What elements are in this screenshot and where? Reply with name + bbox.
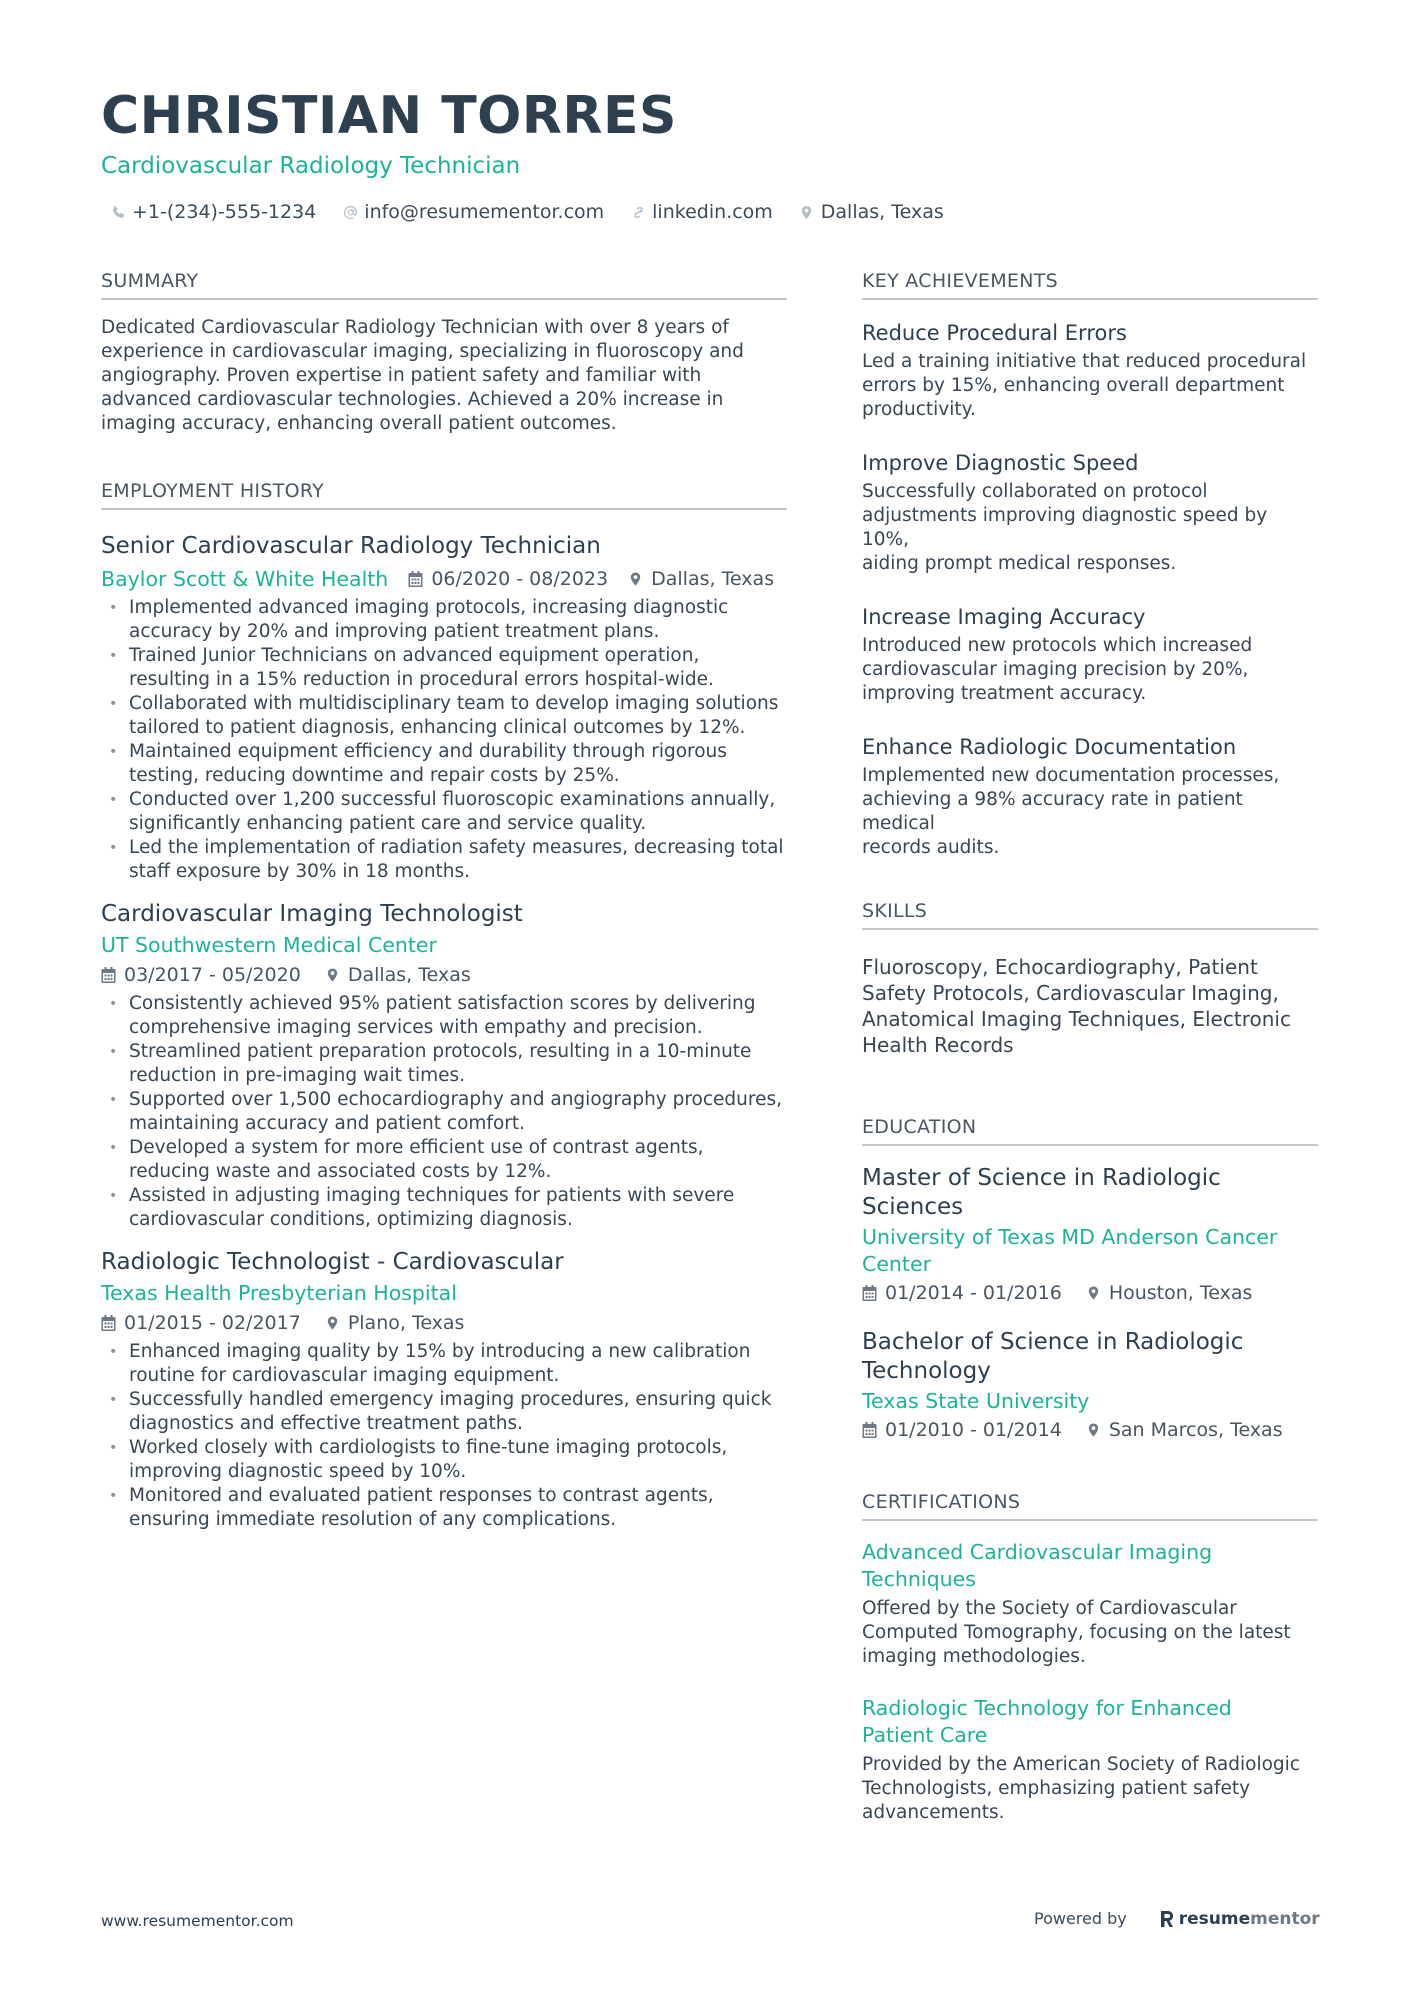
job-dates-text: 03/2017 - 05/2020 [124, 964, 301, 986]
skills-section [862, 898, 1318, 1058]
job-location-text: Plano, Texas [347, 1312, 465, 1334]
contact-email[interactable] [342, 199, 604, 225]
location-icon [628, 571, 643, 587]
education-dates-text: 01/2010 - 01/2014 [885, 1419, 1062, 1441]
summary-line: Dedicated Cardiovascular Radiology Technician with over 8 years of [101, 317, 729, 338]
bullet-item: • Led the implementation of radiation safety measures, decreasing total staff exposure by 30% in 18 months. [101, 836, 787, 884]
education-degree: Bachelor of Science in Radiologic Technology [862, 1329, 1244, 1384]
achievement-item [862, 448, 1318, 576]
location-icon [1086, 1422, 1101, 1438]
education-dates-text: 01/2014 - 01/2016 [885, 1282, 1062, 1304]
job-dates [101, 960, 301, 990]
education-location [1086, 1278, 1253, 1308]
summary-text [101, 316, 787, 436]
calendar-icon [862, 1422, 877, 1438]
certification-text: Offered by the Society of Cardiovascular Computed Tomography, focusing on the latest imaging methodologies. [862, 1598, 1291, 1667]
skills-heading: SKILLS [862, 898, 1318, 930]
certification-title: Advanced Cardiovascular Imaging Techniques [862, 1540, 1213, 1591]
achievement-text: Led a training initiative that reduced procedural errors by 15%, enhancing overall department productivity. [862, 351, 1307, 420]
resumementor-logo-icon [1159, 1909, 1175, 1929]
education-school: Texas State University [862, 1389, 1090, 1413]
bullet-item: • Streamlined patient preparation protocols, resulting in a 10-minute reduction in pre-imaging wait times. [101, 1040, 787, 1088]
achievement-item [862, 602, 1318, 706]
brand-name-a: resume [1178, 1909, 1251, 1929]
education-school: University of Texas MD Anderson Cancer Center [862, 1225, 1278, 1276]
education-item [862, 1164, 1318, 1308]
job-bullets [101, 596, 787, 884]
job-company: Baylor Scott & White Health [101, 567, 389, 591]
job-meta [101, 1308, 787, 1338]
contact-linkedin-text: linkedin.com [652, 201, 773, 223]
job-title: Senior Cardiovascular Radiology Technician [101, 533, 601, 559]
brand-logo[interactable] [1159, 1908, 1320, 1930]
contact-phone-text: +1-(234)-555-1234 [132, 201, 317, 223]
achievement-title: Improve Diagnostic Speed [862, 451, 1139, 475]
bullet-item: • Consistently achieved 95% patient satisfaction scores by delivering comprehensive imaging services with empathy and precision. [101, 992, 787, 1040]
achievements-section [862, 268, 1318, 860]
skills-text: Fluoroscopy, Echocardiography, Patient Safety Protocols, Cardiovascular Imaging, Anatomical Imaging Techniques, Electronic Health Records [862, 955, 1291, 1057]
achievement-text: Successfully collaborated on protocol adjustments improving diagnostic speed by 10%, aiding prompt medical responses. [862, 481, 1268, 574]
bullet-item: • Collaborated with multidisciplinary team to develop imaging solutions tailored to patient diagnosis, enhancing clinical outcomes by 12%. [101, 692, 787, 740]
job-bullets [101, 1340, 787, 1532]
job-company: Texas Health Presbyterian Hospital [101, 1281, 457, 1305]
achievement-title: Increase Imaging Accuracy [862, 605, 1146, 629]
calendar-icon [408, 571, 423, 587]
achievement-title: Enhance Radiologic Documentation [862, 735, 1237, 759]
bullet-item: • Assisted in adjusting imaging techniques for patients with severe cardiovascular conditions, optimizing diagnosis. [101, 1184, 787, 1232]
location-icon [1086, 1285, 1101, 1301]
phone-icon [110, 203, 126, 221]
calendar-icon [101, 1315, 116, 1331]
summary-line: experience in cardiovascular imaging, specializing in fluoroscopy and [101, 341, 744, 362]
certification-item [862, 1539, 1318, 1669]
job-title: Radiologic Technologist - Cardiovascular [101, 1249, 564, 1275]
certification-title: Radiologic Technology for Enhanced Patient Care [862, 1696, 1232, 1747]
job-entry [101, 530, 787, 884]
contact-bar [110, 199, 970, 225]
job-meta [101, 960, 787, 990]
contact-linkedin[interactable] [630, 199, 773, 225]
job-dates [101, 1308, 301, 1338]
bullet-item: • Trained Junior Technicians on advanced equipment operation, resulting in a 15% reduction in procedural errors hospital-wide. [101, 644, 787, 692]
calendar-icon [101, 967, 116, 983]
employment-section [101, 478, 787, 1532]
certifications-heading: CERTIFICATIONS [862, 1489, 1318, 1521]
bullet-item: • Maintained equipment efficiency and durability through rigorous testing, reducing downtime and repair costs by 25%. [101, 740, 787, 788]
candidate-role: Cardiovascular Radiology Technician [101, 153, 521, 179]
job-bullets [101, 992, 787, 1232]
job-location [628, 564, 774, 594]
summary-heading: SUMMARY [101, 268, 787, 300]
achievement-text: Introduced new protocols which increased cardiovascular imaging precision by 20%, improving treatment accuracy. [862, 635, 1253, 704]
bullet-item: • Enhanced imaging quality by 15% by introducing a new calibration routine for cardiovascular imaging equipment. [101, 1340, 787, 1388]
education-item [862, 1328, 1318, 1445]
bullet-item: • Conducted over 1,200 successful fluoroscopic examinations annually, significantly enhancing patient care and service quality. [101, 788, 787, 836]
education-section [862, 1114, 1318, 1445]
achievements-heading: KEY ACHIEVEMENTS [862, 268, 1318, 300]
education-meta [862, 1278, 1318, 1308]
education-dates [862, 1415, 1062, 1445]
summary-line: angiography. Proven expertise in patient safety and familiar with [101, 365, 702, 386]
achievement-item [862, 732, 1318, 860]
bullet-item: • Developed a system for more efficient use of contrast agents, reducing waste and associated costs by 12%. [101, 1136, 787, 1184]
job-dates-text: 06/2020 - 08/2023 [431, 568, 609, 590]
candidate-name: CHRISTIAN TORRES [101, 86, 677, 146]
education-meta [862, 1415, 1318, 1445]
link-icon [630, 203, 646, 221]
job-location-text: Dallas, Texas [651, 568, 775, 590]
education-location-text: Houston, Texas [1108, 1282, 1253, 1304]
job-meta [101, 564, 787, 594]
bullet-item: • Successfully handled emergency imaging procedures, ensuring quick diagnostics and effective treatment paths. [101, 1388, 787, 1436]
bullet-item: • Worked closely with cardiologists to fine-tune imaging protocols, improving diagnostic speed by 10%. [101, 1436, 787, 1484]
contact-email-text: info@resumementor.com [364, 201, 605, 223]
certification-item [862, 1695, 1318, 1825]
powered-by-label: Powered by [1034, 1909, 1127, 1928]
job-dates-text: 01/2015 - 02/2017 [124, 1312, 301, 1334]
location-icon [325, 1315, 340, 1331]
job-entry [101, 1246, 787, 1532]
bullet-item: • Supported over 1,500 echocardiography and angiography procedures, maintaining accuracy and patient comfort. [101, 1088, 787, 1136]
calendar-icon [862, 1285, 877, 1301]
job-dates [408, 564, 608, 594]
education-location-text: San Marcos, Texas [1108, 1419, 1283, 1441]
at-icon [342, 203, 358, 221]
education-location [1086, 1415, 1283, 1445]
left-column [101, 268, 787, 1546]
achievement-text: Implemented new documentation processes, achieving a 98% accuracy rate in patient medical records audits. [862, 765, 1280, 858]
job-location [325, 1308, 465, 1338]
job-company: UT Southwestern Medical Center [101, 933, 437, 957]
job-location-text: Dallas, Texas [347, 964, 471, 986]
education-heading: EDUCATION [862, 1114, 1318, 1146]
education-degree: Master of Science in Radiologic Sciences [862, 1165, 1221, 1220]
summary-line: imaging accuracy, enhancing overall patient outcomes. [101, 413, 617, 434]
summary-line: advanced cardiovascular technologies. Achieved a 20% increase in [101, 389, 724, 410]
job-entry [101, 898, 787, 1232]
contact-location-text: Dallas, Texas [820, 201, 944, 223]
footer-website[interactable]: www.resumementor.com [101, 1912, 294, 1930]
employment-heading: EMPLOYMENT HISTORY [101, 478, 787, 510]
brand-name-b: mentor [1250, 1909, 1320, 1929]
location-icon [325, 967, 340, 983]
job-title: Cardiovascular Imaging Technologist [101, 901, 523, 927]
certifications-section [862, 1489, 1318, 1825]
achievement-title: Reduce Procedural Errors [862, 321, 1127, 345]
bullet-item: • Monitored and evaluated patient responses to contrast agents, ensuring immediate resolution of any complications. [101, 1484, 787, 1532]
right-column [862, 268, 1318, 1851]
footer-powered-by [1034, 1908, 1320, 1930]
contact-location [799, 199, 944, 225]
certification-text: Provided by the American Society of Radiologic Technologists, emphasizing patient safety advancements. [862, 1754, 1300, 1823]
job-location [325, 960, 471, 990]
summary-section [101, 268, 787, 436]
location-icon [799, 203, 815, 221]
contact-phone[interactable] [110, 199, 316, 225]
bullet-item: • Implemented advanced imaging protocols, increasing diagnostic accuracy by 20% and improving patient treatment plans. [101, 596, 787, 644]
education-dates [862, 1278, 1062, 1308]
achievement-item [862, 318, 1318, 422]
